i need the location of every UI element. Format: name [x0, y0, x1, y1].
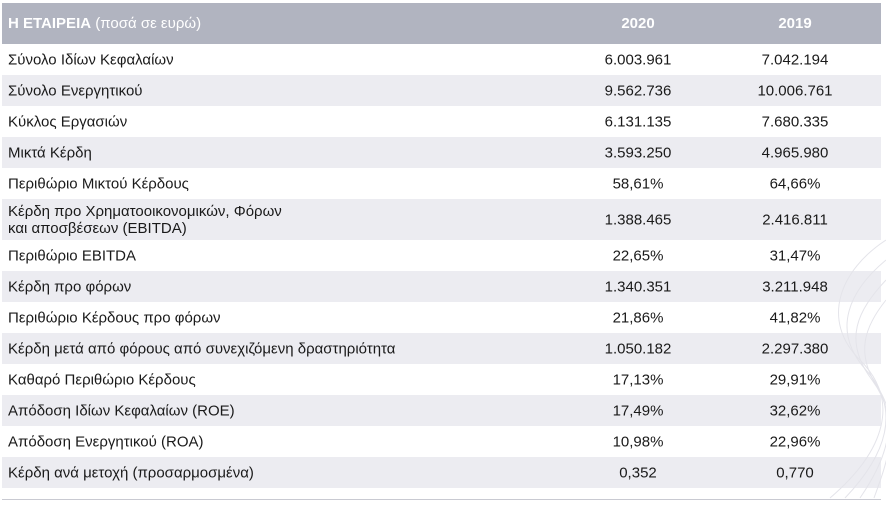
table-row [2, 240, 881, 271]
header-year-2020: 2020 [621, 15, 655, 32]
value-2019: 10.006.761 [757, 82, 833, 99]
table-header [2, 3, 881, 44]
value-2020: 9.562.736 [604, 82, 672, 99]
value-2020: 0,352 [619, 464, 657, 481]
header-company-cell [8, 15, 201, 32]
row-label-line2: και αποσβέσεων (EBITDA) [8, 219, 187, 237]
row-label: Περιθώριο Κέρδους προ φόρων [8, 309, 221, 326]
row-label: Απόδοση Ενεργητικού (ROA) [8, 433, 204, 450]
value-2019: 41,82% [769, 309, 821, 326]
row-label: Απόδοση Ιδίων Κεφαλαίων (ROE) [8, 402, 235, 419]
value-2020: 10,98% [612, 433, 664, 450]
value-2019: 7.042.194 [761, 51, 829, 68]
row-label: Καθαρό Περιθώριο Κέρδους [8, 371, 196, 388]
value-2019: 7.680.335 [761, 113, 829, 130]
header-year-2019: 2019 [778, 15, 812, 32]
table-row [2, 75, 881, 106]
value-2020: 1.340.351 [604, 278, 672, 295]
table-row [2, 199, 881, 240]
value-2020: 17,49% [612, 402, 664, 419]
table-row [2, 106, 881, 137]
value-2019: 3.211.948 [762, 278, 828, 295]
row-label: Κέρδη ανά μετοχή (προσαρμοσμένα) [8, 464, 254, 481]
value-2020: 3.593.250 [604, 144, 672, 161]
value-2019: 4.965.980 [761, 144, 829, 161]
row-label: Περιθώριο EBITDA [8, 247, 136, 264]
row-label: Κέρδη προ φόρων [8, 278, 132, 295]
table-row [2, 271, 881, 302]
value-2019: 0,770 [776, 464, 814, 481]
table-row [2, 364, 881, 395]
decorative-swirl-watermark [800, 230, 886, 500]
value-2019: 2.416.811 [762, 211, 828, 228]
value-2019: 32,62% [769, 402, 821, 419]
value-2020: 17,13% [612, 371, 664, 388]
table-row [2, 457, 881, 488]
row-label: Περιθώριο Μικτού Κέρδους [8, 175, 189, 192]
row-label: Κέρδη μετά από φόρους από συνεχιζόμενη δραστηριότητα [8, 340, 396, 357]
financial-table [2, 3, 881, 488]
value-2020: 6.003.961 [604, 51, 672, 68]
value-2020: 21,86% [612, 309, 664, 326]
table-row [2, 426, 881, 457]
table-row [2, 395, 881, 426]
header-unit: (ποσά σε ευρώ) [95, 15, 202, 32]
table-row [2, 137, 881, 168]
value-2019: 2.297.380 [761, 340, 829, 357]
table-row [2, 168, 881, 199]
row-label: Μικτά Κέρδη [8, 144, 92, 161]
value-2020: 1.388.465 [604, 211, 672, 228]
value-2020: 58,61% [612, 175, 664, 192]
value-2019: 22,96% [769, 433, 821, 450]
row-label: Σύνολο Ενεργητικού [8, 82, 143, 99]
value-2019: 64,66% [769, 175, 821, 192]
table-row [2, 44, 881, 75]
value-2020: 1.050.182 [604, 340, 672, 357]
table-bottom-rule [2, 499, 881, 500]
row-label: Κύκλος Εργασιών [8, 113, 128, 130]
table-row [2, 333, 881, 364]
row-label-line1: Κέρδη προ Χρηματοοικονομικών, Φόρων [8, 202, 282, 220]
row-label [8, 203, 478, 237]
value-2019: 29,91% [769, 371, 821, 388]
table-row [2, 302, 881, 333]
value-2020: 22,65% [612, 247, 664, 264]
value-2019: 31,47% [769, 247, 821, 264]
row-label: Σύνολο Ιδίων Κεφαλαίων [8, 51, 174, 68]
value-2020: 6.131.135 [604, 113, 672, 130]
header-company: Η ΕΤΑΙΡΕΙΑ [8, 15, 92, 32]
